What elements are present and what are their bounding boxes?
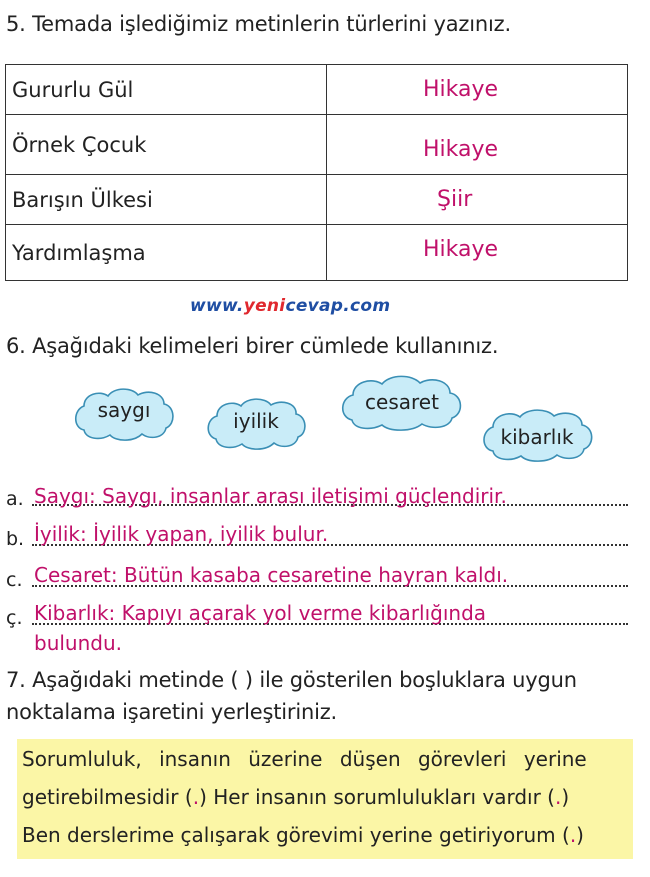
cloud-word: kibarlık (500, 425, 574, 449)
word-cloud-kibarlik (478, 405, 596, 465)
answer-text: İyilik: İyilik yapan, iyilik bulur. (34, 522, 329, 546)
answer-letter: c. (6, 569, 23, 591)
answer-letter: a. (6, 488, 24, 510)
box-text: ) (561, 785, 570, 809)
website-watermark (190, 296, 390, 316)
answer-letter: b. (6, 528, 25, 550)
text-type-answer: Hikaye (327, 65, 628, 115)
punctuation-answer: . (569, 823, 577, 847)
box-text: getirebilmesidir ( (22, 785, 193, 809)
question-6-title: 6. Aşağıdaki kelimeleri birer cümlede kullanınız. (6, 334, 499, 358)
watermark-prefix: www. (190, 296, 244, 316)
box-line-3 (22, 823, 584, 847)
text-types-table (5, 64, 628, 281)
punctuation-text-box (17, 739, 633, 859)
watermark-suffix: cevap.com (285, 296, 391, 316)
answer-letter: ç. (6, 607, 23, 629)
cloud-word: saygı (97, 398, 151, 422)
punctuation-answer: . (554, 785, 562, 809)
table-row (6, 65, 628, 115)
answer-line-c (6, 563, 628, 593)
answer-continuation: bulundu. (34, 631, 123, 655)
box-text: ) (576, 823, 584, 847)
answer-line-a (6, 484, 628, 514)
table-row (6, 115, 628, 175)
text-name-cell: Yardımlaşma (6, 225, 327, 281)
text-name-cell: Gururlu Gül (6, 65, 327, 115)
word-cloud-cesaret (336, 372, 468, 434)
punctuation-answer: . (192, 785, 200, 809)
table-row (6, 225, 628, 281)
word-cloud-iyilik (203, 394, 309, 452)
box-line-2 (22, 785, 569, 809)
cloud-word: cesaret (365, 390, 439, 414)
question-7-title-line1: 7. Aşağıdaki metinde ( ) ile gösterilen boşluklara uygun (6, 668, 577, 692)
box-text: ) Her insanın sorumlulukları vardır ( (199, 785, 555, 809)
word-cloud-saygi (70, 384, 178, 444)
text-type-answer: Şiir (327, 175, 628, 225)
text-type-answer: Hikaye (327, 115, 628, 175)
text-type-answer: Hikaye (327, 225, 628, 281)
text-name-cell: Barışın Ülkesi (6, 175, 327, 225)
answer-text: Saygı: Saygı, insanlar arası iletişimi güçlendirir. (34, 484, 507, 508)
box-line-1: Sorumluluk, insanın üzerine düşen görevleri yerine (22, 747, 587, 771)
answer-line-b (6, 522, 628, 552)
answer-text: Cesaret: Bütün kasaba cesaretine hayran kaldı. (34, 563, 509, 587)
answer-text: Kibarlık: Kapıyı açarak yol verme kibarlığında (34, 601, 487, 625)
question-5-title: 5. Temada işlediğimiz metinlerin türlerini yazınız. (6, 12, 511, 36)
watermark-middle: yeni (243, 296, 286, 316)
box-text: Ben derslerime çalışarak görevimi yerine getiriyorum ( (22, 823, 570, 847)
question-7-title-line2: noktalama işaretini yerleştiriniz. (6, 700, 338, 724)
cloud-word: iyilik (233, 409, 279, 433)
answer-line-c-cedilla (6, 601, 628, 631)
text-name-cell: Örnek Çocuk (6, 115, 327, 175)
table-row (6, 175, 628, 225)
